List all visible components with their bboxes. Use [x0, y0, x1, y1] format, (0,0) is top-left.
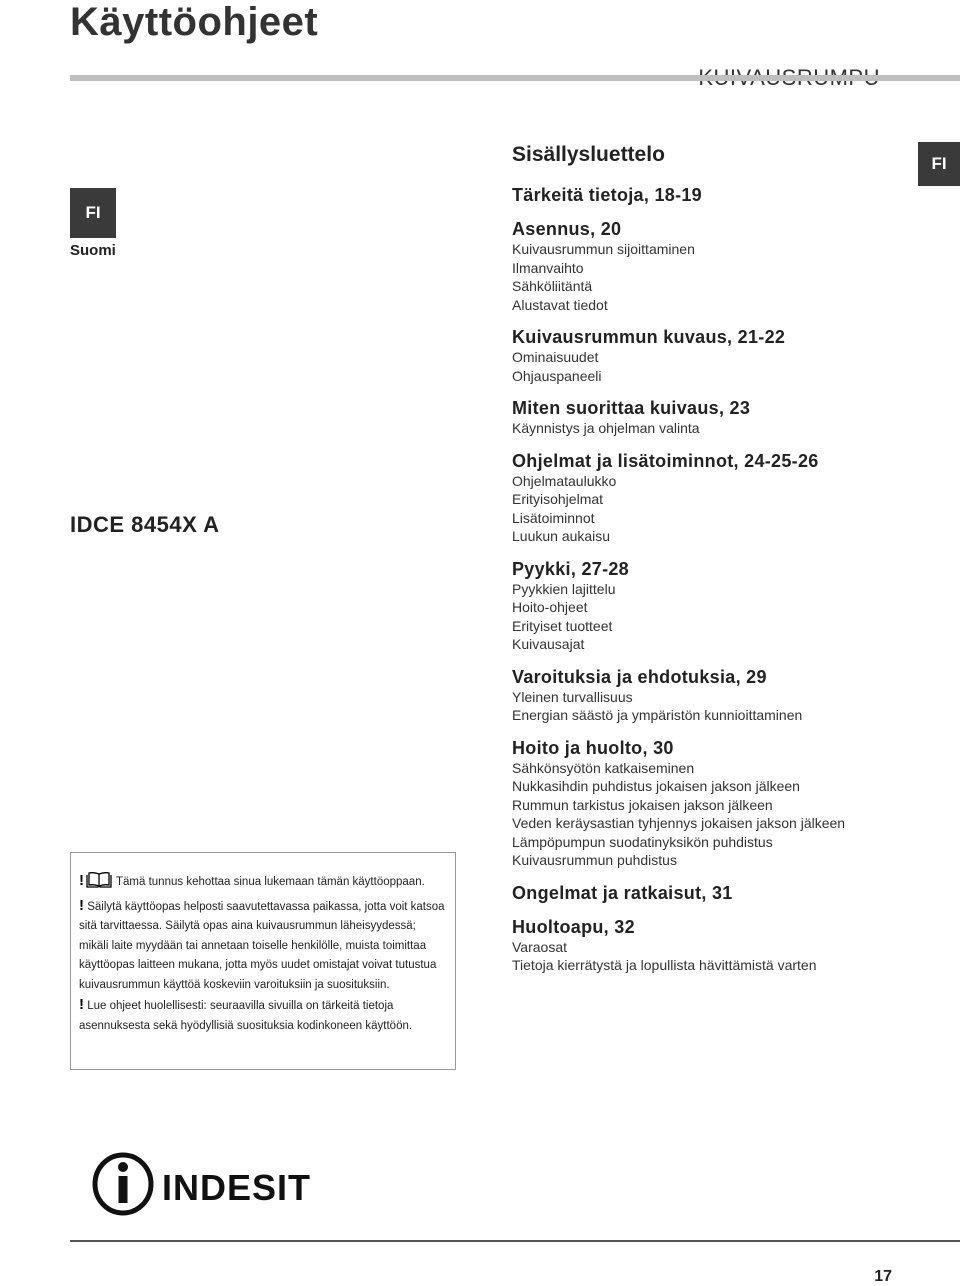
language-name: Suomi [70, 242, 116, 259]
toc-section-title: Miten suorittaa kuivaus, 23 [512, 398, 751, 418]
toc-section-title: Ohjelmat ja lisätoiminnot, 24-25-26 [512, 450, 819, 471]
toc-item: Sähkönsyötön katkaiseminen [512, 759, 695, 776]
table-of-contents [512, 142, 912, 975]
toc-item-list [512, 759, 912, 870]
toc-section-title: Huoltoapu, 32 [512, 916, 635, 937]
toc-item-list [512, 348, 912, 385]
toc-item-list [512, 240, 912, 314]
toc-item: Luukun aukaisu [512, 528, 611, 544]
open-book-icon [86, 872, 112, 896]
exclamation-icon: ! [79, 872, 84, 889]
indesit-i-logo-icon [95, 1155, 151, 1213]
notice-text-1: Tämä tunnus kehottaa sinua lukemaan tämän käyttöoppaan. [116, 876, 425, 888]
toc-item: Ilmanvaihto [512, 259, 584, 276]
toc-item: Nukkasihdin puhdistus jokaisen jakson jälkeen [512, 778, 800, 794]
language-badge: FI [70, 188, 116, 238]
toc-heading: Sisällysluettelo [512, 143, 665, 166]
toc-item: Rummun tarkistus jokaisen jakson jälkeen [512, 796, 773, 813]
toc-item: Kuivausrummun sijoittaminen [512, 241, 695, 257]
toc-item: Erityisohjelmat [512, 491, 604, 507]
toc-section-title: Ongelmat ja ratkaisut, 31 [512, 882, 733, 903]
toc-section [512, 397, 912, 438]
document-title: Käyttöohjeet [70, 0, 319, 44]
toc-item: Alustavat tiedot [512, 296, 608, 313]
toc-section-title: Hoito ja huolto, 30 [512, 737, 674, 758]
toc-section-title: Asennus, 20 [512, 219, 622, 239]
toc-item: Lisätoiminnot [512, 509, 595, 526]
language-tab: FI [918, 142, 960, 186]
toc-item: Kuivausajat [512, 636, 585, 652]
notice-box [70, 852, 456, 1070]
header-rule [70, 75, 960, 81]
toc-item: Energian säästö ja ympäristön kunnioittaminen [512, 707, 803, 723]
toc-item: Ominaisuudet [512, 349, 599, 365]
toc-section [512, 737, 912, 870]
toc-section [512, 666, 912, 725]
notice-text-2: Säilytä käyttöopas helposti saavutettavassa paikassa, jotta voit katsoa sitä tarvittaessa. Säilytä opas aina kuivausrummun läheisyydessä; mikäli laite myydään tai annetaan toiselle henkilölle, muista toimittaa käyttöopas laitteen mukana, jotta myös uudet omistajat voivat tutustua kuivausrummun käyttöä koskeviin varoituksiin ja suosituksiin. [79, 900, 445, 991]
footer-rule [70, 1240, 960, 1242]
exclamation-icon: ! [79, 896, 84, 914]
toc-item-list [512, 419, 912, 438]
notice-line-3 [79, 995, 447, 1036]
toc-item-list [512, 688, 912, 725]
model-code: IDCE 8454X A [70, 512, 220, 537]
toc-item: Varaosat [512, 938, 567, 955]
toc-item: Veden keräysastian tyhjennys jokaisen jakson jälkeen [512, 815, 846, 831]
toc-item: Käynnistys ja ohjelman valinta [512, 420, 700, 436]
toc-item: Sähköliitäntä [512, 278, 593, 294]
toc-section-title: Tärkeitä tietoja, 18-19 [512, 185, 702, 205]
toc-item: Erityiset tuotteet [512, 617, 613, 634]
toc-section-title: Kuivausrummun kuvaus, 21-22 [512, 327, 786, 347]
toc-item: Ohjauspaneeli [512, 367, 602, 384]
toc-item-list [512, 938, 912, 975]
toc-item: Tietoja kierrätystä ja lopullista hävittämistä varten [512, 957, 817, 973]
toc-section-title: Pyykki, 27-28 [512, 558, 629, 579]
toc-item: Lämpöpumpun suodatinyksikön puhdistus [512, 833, 773, 850]
toc-section [512, 218, 912, 314]
toc-item-list [512, 580, 912, 654]
notice-line-2 [79, 896, 447, 996]
toc-item: Kuivausrummun puhdistus [512, 852, 677, 868]
toc-section-title: Varoituksia ja ehdotuksia, 29 [512, 666, 767, 687]
indesit-logo [92, 1152, 322, 1221]
notice-text-3: Lue ohjeet huolellisesti: seuraavilla sivuilla on tärkeitä tietoja asennuksesta sekä hyödyllisiä suosituksia kodinkoneen käyttöön. [79, 1000, 413, 1032]
toc-item: Hoito-ohjeet [512, 599, 588, 615]
page-number: 17 [874, 1268, 892, 1285]
toc-section [512, 326, 912, 385]
toc-item: Ohjelmataulukko [512, 472, 617, 489]
toc-sections [512, 184, 912, 975]
toc-item-list [512, 472, 912, 546]
exclamation-icon: ! [79, 996, 84, 1013]
notice-line-1 [79, 871, 447, 896]
toc-section [512, 882, 912, 904]
toc-section [512, 916, 912, 975]
toc-section [512, 184, 912, 206]
toc-item: Yleinen turvallisuus [512, 688, 633, 705]
toc-section [512, 450, 912, 546]
toc-section [512, 558, 912, 654]
toc-item: Pyykkien lajittelu [512, 580, 616, 597]
brand-wordmark: INDESIT [162, 1167, 312, 1208]
